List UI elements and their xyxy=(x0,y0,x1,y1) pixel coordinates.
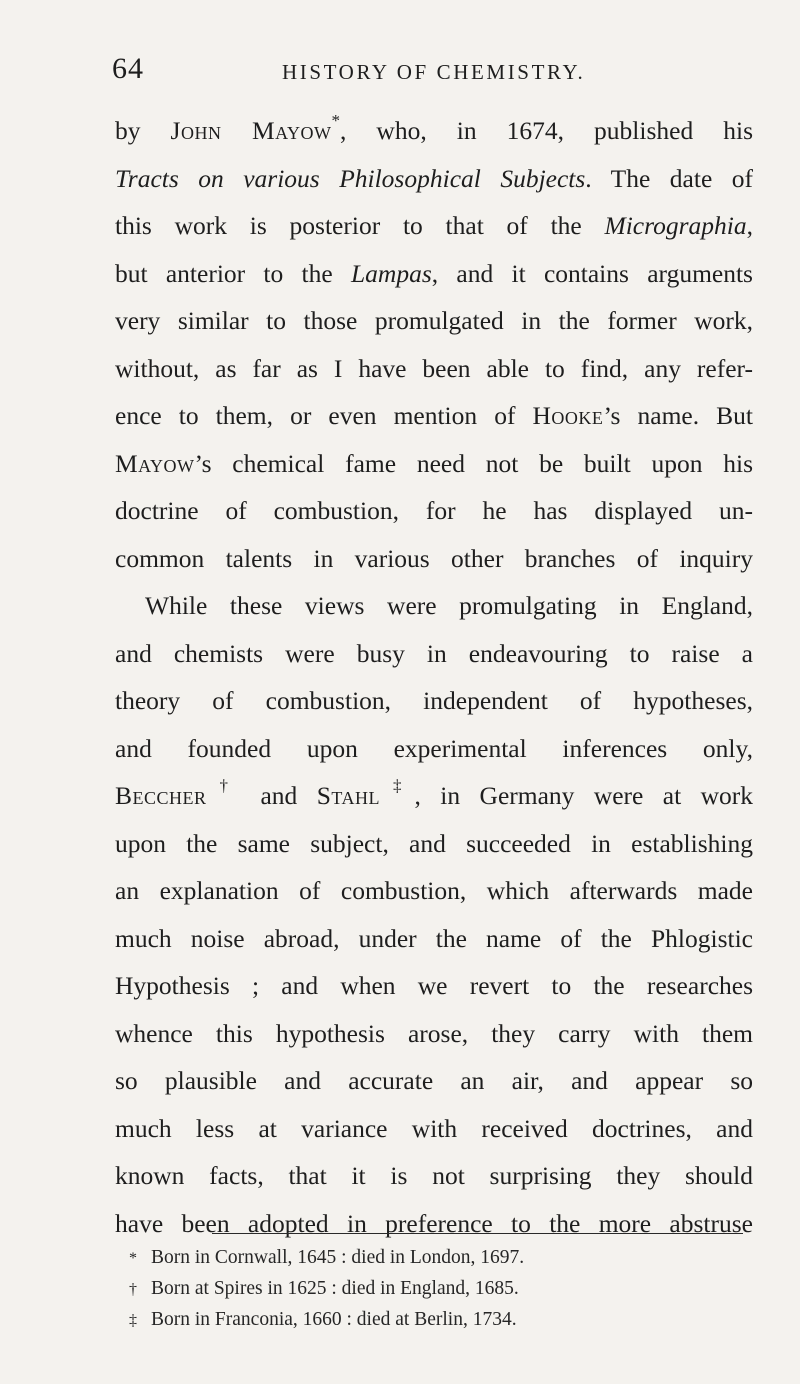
author-name: Stahl xyxy=(316,781,380,810)
text-line: this work is posterior to that of the Micrographia, xyxy=(115,211,753,240)
text-line: and founded upon experimental inferences only, xyxy=(115,733,753,763)
footnote-marker: ‡ xyxy=(379,776,415,795)
text-line: theory of combustion, independent of hypotheses, xyxy=(115,686,753,715)
text-line: much noise abroad, under the name of the Phlogistic xyxy=(115,923,753,953)
text-line: common talents in various other branches of inquiry xyxy=(115,543,753,573)
text-line: known facts, that it is not surprising they should xyxy=(115,1161,753,1190)
text-line: much less at variance with received doctrines, and xyxy=(115,1113,753,1143)
author-name: Mayow xyxy=(115,448,195,478)
text-line: Tracts on various Philosophical Subjects. The date of xyxy=(115,163,753,193)
text-line: Mayow’s chemical fame need not be built upon his xyxy=(115,448,753,478)
footnote-text: Born at Spires in 1625 : died in England, 1685. xyxy=(151,1278,519,1299)
text-line: by John Mayow*, who, in 1674, published his xyxy=(115,111,753,145)
footnote-mark: ‡ xyxy=(129,1312,137,1329)
footnote xyxy=(129,1242,749,1273)
text-line: doctrine of combustion, for he has displayed un- xyxy=(115,496,753,525)
page-number: 64 xyxy=(112,52,144,85)
footnote-marker: * xyxy=(331,111,341,130)
text-line: Beccher† and Stahl‡, in Germany were at work xyxy=(115,776,753,810)
text-line: without, as far as I have been able to find, any refer- xyxy=(115,353,753,383)
author-name: Beccher xyxy=(115,781,207,810)
footnote-marker: † xyxy=(206,776,242,795)
footnote-divider xyxy=(212,1233,743,1234)
footnote-mark: * xyxy=(129,1250,137,1267)
work-title: Lampas xyxy=(350,258,432,288)
footnote-mark: † xyxy=(129,1281,137,1298)
work-title: Micrographia xyxy=(604,211,747,240)
text-line: very similar to those promulgated in the former work, xyxy=(115,306,753,335)
author-name: Hooke xyxy=(532,401,604,430)
text-line: ence to them, or even mention of Hooke’s name. But xyxy=(115,401,754,430)
author-name: John Mayow xyxy=(170,116,332,145)
footnote-text: Born in Cornwall, 1645 : died in London, 1697. xyxy=(151,1247,525,1268)
text-line: but anterior to the Lampas, and it contains arguments xyxy=(115,258,753,288)
text-line: Hypothesis ; and when we revert to the researches xyxy=(115,971,753,1000)
text-line: whence this hypothesis arose, they carry with them xyxy=(115,1018,753,1048)
text-line: an explanation of combustion, which afterwards made xyxy=(115,876,753,905)
running-head xyxy=(112,50,772,90)
running-head-title: HISTORY OF CHEMISTRY. xyxy=(282,60,586,84)
footnote xyxy=(129,1273,749,1304)
text-line: have been adopted in preference to the more abstruse xyxy=(115,1208,753,1238)
text-line: upon the same subject, and succeeded in establishing xyxy=(115,828,753,858)
body-text xyxy=(115,107,753,1247)
work-title: Tracts on various Philosophical Subjects xyxy=(115,163,586,193)
footnote xyxy=(129,1304,749,1335)
text-line: While these views were promulgating in England, xyxy=(145,591,753,620)
footnote-text: Born in Franconia, 1660 : died at Berlin, 1734. xyxy=(151,1309,517,1330)
footnotes xyxy=(129,1242,749,1335)
text-line: and chemists were busy in endeavouring to raise a xyxy=(115,638,753,668)
text-line: so plausible and accurate an air, and appear so xyxy=(115,1066,753,1095)
